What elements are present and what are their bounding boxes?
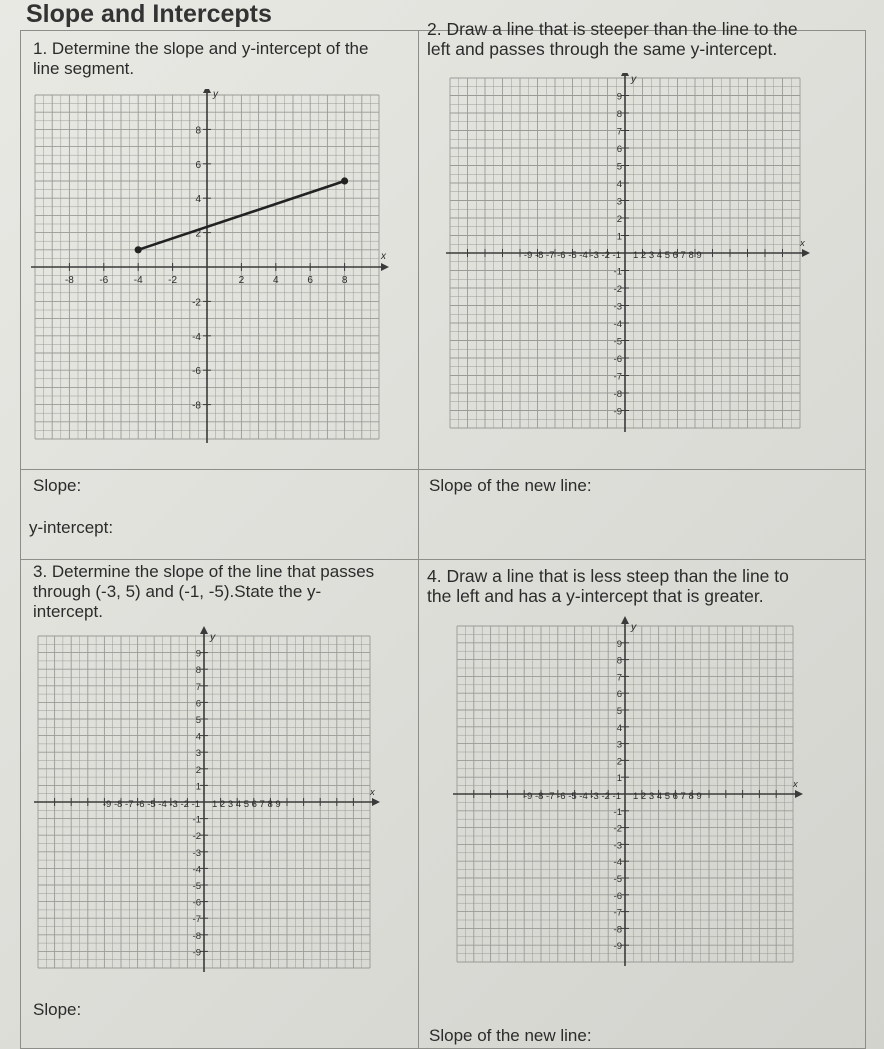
problem-4-line1: 4. Draw a line that is less steep than the line to: [427, 566, 789, 586]
problem-1-prompt: [33, 39, 368, 79]
y-tick-label: 6: [195, 698, 201, 710]
problem-2-cell: [418, 19, 866, 470]
x-axis-arrow: [372, 798, 380, 806]
graph-3: [29, 624, 399, 994]
x-axis-arrow: [381, 263, 389, 271]
y-tick-label: 6: [616, 144, 622, 155]
x-tick-label: 4: [273, 275, 279, 286]
x-tick-label: -4: [133, 275, 143, 286]
y-tick-label: -9: [613, 406, 622, 418]
problem-3-cell: [20, 560, 418, 1049]
segment-start-point: [135, 246, 142, 253]
y-tick-label: -6: [192, 897, 201, 909]
y-tick-label: -1: [192, 814, 201, 826]
y-tick-label: 7: [616, 672, 622, 684]
x-axis-arrow: [802, 249, 810, 257]
problem-4-prompt: [427, 566, 789, 606]
y-tick-label: -2: [613, 284, 622, 295]
y-tick-label: -5: [613, 336, 622, 348]
y-tick-label: 8: [616, 109, 622, 120]
y-tick-label: -6: [613, 354, 622, 365]
x-neg-tick-labels: -9 -8 -7 -6 -5 -4 -3 -2 -1: [523, 250, 621, 261]
problem-1-line1: 1. Determine the slope and y-intercept of the: [33, 39, 369, 58]
y-tick-label: 2: [616, 756, 622, 768]
y-axis-label: y: [631, 73, 637, 85]
y-tick-label: -4: [613, 857, 622, 869]
y-tick-label: 1: [616, 773, 622, 785]
y-tick-label: 9: [195, 648, 201, 660]
y-tick-label: 9: [616, 91, 622, 103]
y-tick-label: 6: [616, 689, 622, 701]
y-tick-label: 7: [616, 126, 622, 138]
slope-label-1: Slope:: [33, 476, 82, 495]
problem-1-cell: [20, 30, 418, 470]
problem-2-line1: 2. Draw a line that is steeper than the line to the: [427, 19, 798, 39]
y-tick-label: 4: [195, 731, 201, 743]
y-tick-label: 8: [616, 655, 622, 667]
y-tick-label: 2: [195, 228, 201, 240]
problem-3-prompt: [33, 562, 374, 622]
y-tick-label: -8: [613, 924, 622, 936]
y-tick-label: -4: [192, 331, 201, 343]
y-intercept-label-1: y-intercept:: [29, 518, 114, 537]
x-pos-tick-labels: 1 2 3 4 5 6 7 8 9: [633, 791, 702, 802]
y-tick-label: 8: [195, 665, 201, 677]
y-tick-label: 5: [616, 161, 622, 173]
y-tick-label: 4: [616, 179, 622, 190]
y-tick-label: 2: [195, 764, 201, 776]
y-tick-label: 6: [195, 159, 201, 171]
y-axis-label: y: [210, 631, 216, 643]
problem-4-cell: [418, 560, 866, 1049]
y-tick-label: 7: [195, 681, 201, 693]
y-tick-label: -6: [192, 366, 201, 378]
slope-new-line-label-2: Slope of the new line:: [429, 476, 592, 495]
y-axis-arrow: [200, 626, 208, 634]
y-tick-label: -4: [613, 319, 622, 330]
x-tick-label: -8: [64, 275, 74, 286]
y-tick-label: -1: [613, 266, 622, 278]
slope-new-line-label-4: Slope of the new line:: [429, 1026, 592, 1045]
x-axis-label: x: [370, 787, 375, 798]
y-tick-label: -2: [192, 831, 201, 843]
y-tick-label: -4: [192, 864, 201, 876]
y-tick-label: -7: [613, 371, 622, 383]
problem-3-line3: intercept.: [33, 602, 103, 621]
y-axis-arrow: [203, 89, 211, 93]
y-axis-arrow: [621, 616, 629, 624]
y-tick-label: -9: [613, 941, 622, 953]
y-tick-label: -3: [613, 840, 622, 852]
y-axis-arrow: [621, 73, 629, 76]
y-tick-label: -2: [613, 823, 622, 835]
y-tick-label: 4: [195, 194, 201, 206]
y-tick-label: -7: [192, 914, 201, 926]
y-tick-label: 1: [195, 781, 201, 793]
y-tick-label: 5: [616, 706, 622, 717]
y-tick-label: 9: [616, 638, 622, 650]
y-tick-label: 3: [616, 196, 622, 208]
problem-3-line2: through (-3, 5) and (-1, -5).State the y-: [33, 582, 322, 601]
x-neg-tick-labels: -9 -8 -7 -6 -5 -4 -3 -2 -1: [102, 799, 200, 810]
y-tick-label: -8: [192, 400, 201, 412]
y-tick-label: -5: [613, 874, 622, 885]
y-tick-label: -6: [613, 890, 622, 902]
graph-2: [429, 73, 849, 453]
graph-4: [429, 616, 849, 986]
problem-3-line1: 3. Determine the slope of the line that passes: [33, 562, 375, 581]
y-tick-label: -3: [613, 301, 622, 313]
y-axis-label: y: [213, 89, 218, 100]
x-tick-label: 2: [238, 275, 245, 286]
problem-2-answers: [418, 470, 866, 560]
y-tick-label: 4: [616, 722, 622, 734]
y-tick-label: -8: [192, 930, 201, 942]
x-neg-tick-labels: -9 -8 -7 -6 -5 -4 -3 -2 -1: [523, 791, 621, 802]
problem-1-line2: line segment.: [33, 59, 135, 78]
y-tick-label: -5: [192, 881, 201, 892]
x-axis-label: x: [381, 251, 386, 262]
x-tick-label: 6: [307, 275, 313, 286]
problem-2-prompt: [427, 19, 798, 59]
x-axis-label: x: [793, 779, 798, 790]
x-axis-arrow: [795, 790, 803, 798]
y-tick-label: -7: [613, 907, 622, 919]
x-tick-label: -6: [99, 275, 109, 286]
problem-4-line2: the left and has a y-intercept that is greater.: [427, 586, 764, 606]
x-pos-tick-labels: 1 2 3 4 5 6 7 8 9: [212, 799, 281, 810]
x-tick-label: 8: [341, 275, 348, 286]
y-tick-label: 8: [195, 125, 201, 137]
y-tick-label: -3: [192, 847, 201, 859]
y-tick-label: 3: [195, 748, 201, 760]
y-axis-label: y: [631, 621, 637, 633]
x-tick-label: -2: [168, 275, 178, 286]
y-tick-label: 3: [616, 739, 622, 751]
segment-end-point: [341, 177, 348, 184]
x-pos-tick-labels: 1 2 3 4 5 6 7 8 9: [633, 250, 702, 261]
y-tick-label: -1: [613, 806, 622, 818]
x-axis-label: x: [800, 238, 805, 249]
y-tick-label: -8: [613, 389, 622, 400]
y-tick-label: -2: [192, 297, 201, 309]
y-tick-label: 2: [616, 214, 622, 225]
problem-1-answers: [20, 470, 418, 560]
page-title: Slope and Intercepts: [26, 0, 272, 28]
slope-label-3: Slope:: [33, 1000, 82, 1019]
y-tick-label: 1: [616, 231, 622, 243]
y-tick-label: 5: [195, 715, 201, 726]
problem-2-line2: left and passes through the same y-intercept.: [427, 39, 778, 59]
graph-1: [29, 89, 409, 464]
y-tick-label: -9: [192, 947, 201, 959]
